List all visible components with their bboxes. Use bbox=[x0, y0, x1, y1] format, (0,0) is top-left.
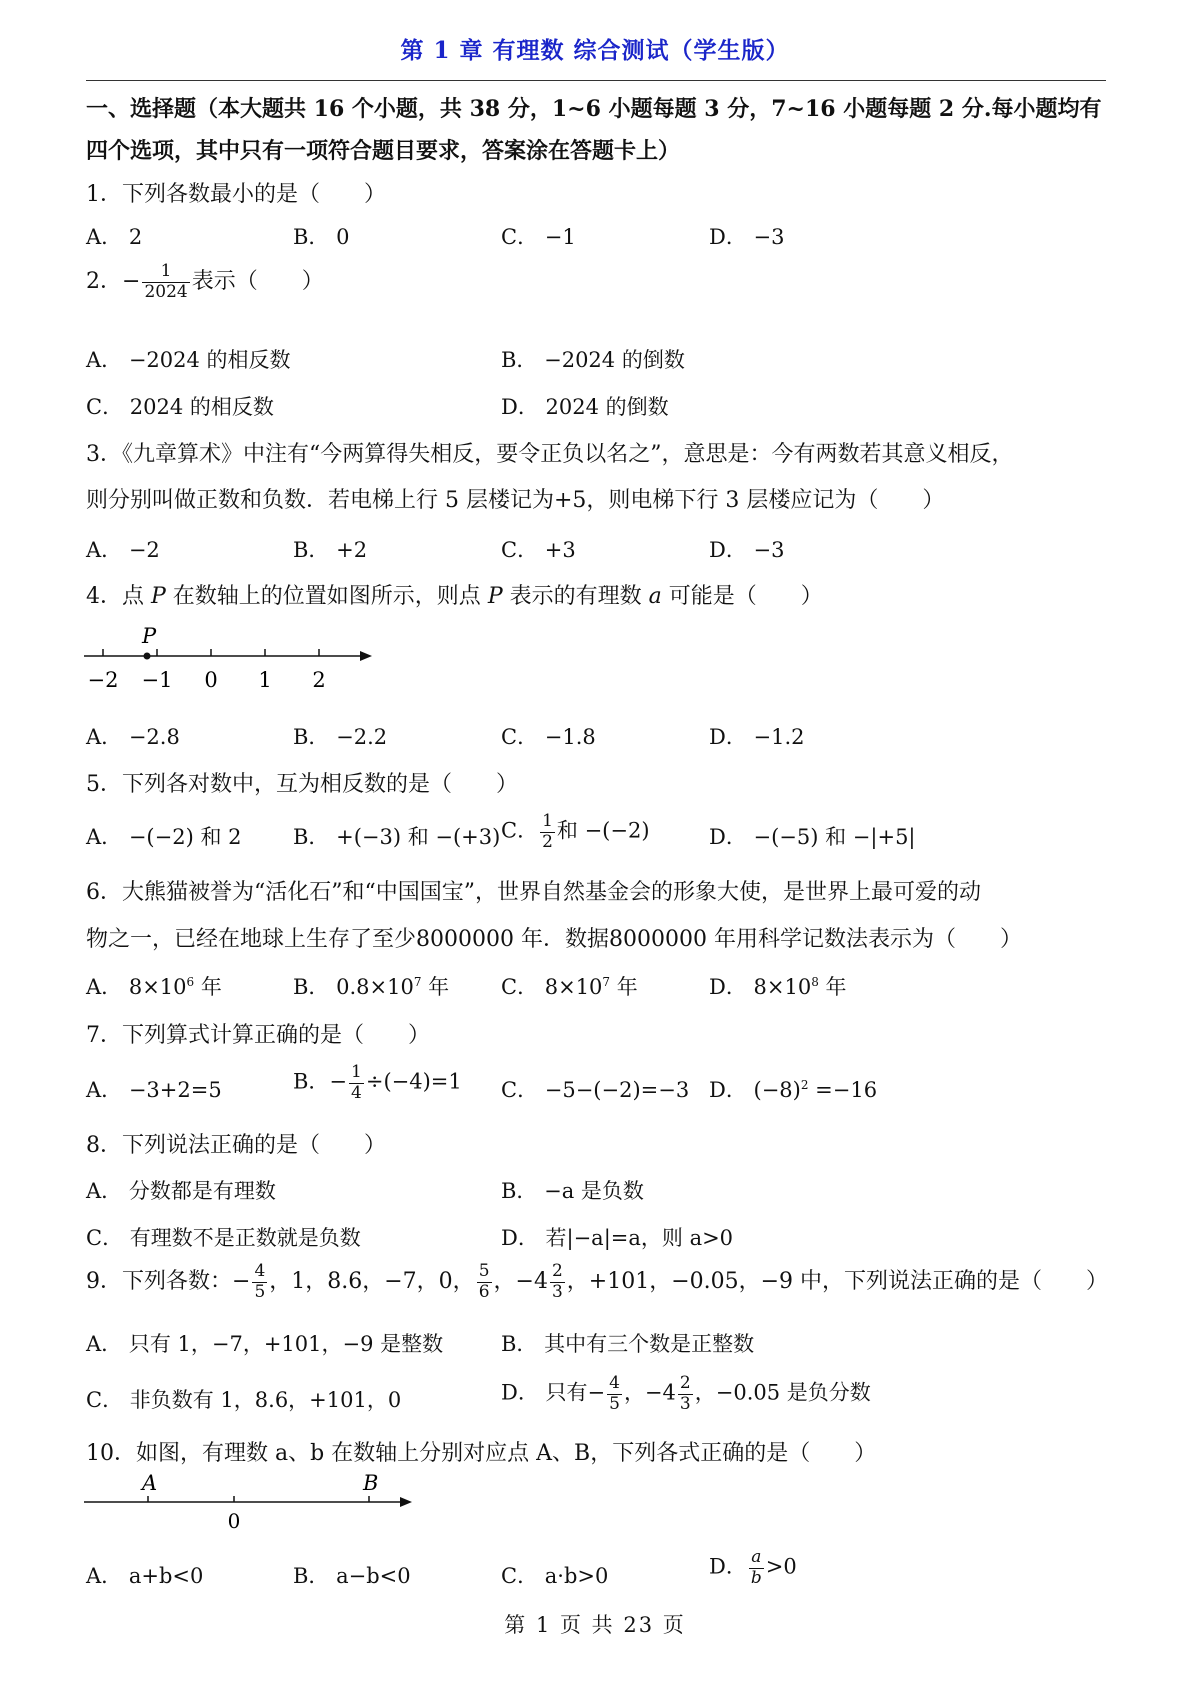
question-9-stem bbox=[86, 1262, 1108, 1302]
fraction-numerator: 4 bbox=[609, 1373, 620, 1393]
q4-point-var: P bbox=[151, 584, 166, 609]
q5-c-suffix: 和 −(−2) bbox=[556, 818, 650, 843]
sci-base: A． 8×10 bbox=[86, 975, 187, 999]
q5-option-b: B． +(−3) 和 −(+3) bbox=[293, 825, 501, 849]
question-10-stem: 10．如图，有理数 a、b 在数轴上分别对应点 A、B，下列各式正确的是（ ） bbox=[86, 1441, 877, 1466]
fraction-numerator: a bbox=[749, 1548, 764, 1569]
q4-stem-part: 4．点 bbox=[86, 584, 151, 609]
q8-option-b: B． −a 是负数 bbox=[501, 1179, 644, 1203]
point-b-label: B bbox=[363, 1471, 379, 1495]
section-heading-line2: 四个选项，其中只有一项符合题目要求，答案涂在答题卡上） bbox=[86, 138, 681, 164]
q6-option-c bbox=[501, 971, 638, 1001]
sci-base: C． 8×10 bbox=[501, 975, 603, 999]
q2-option-c: C． 2024 的相反数 bbox=[86, 395, 274, 419]
q10-option-c: C． a·b>0 bbox=[501, 1564, 609, 1588]
power-base: D． (−8) bbox=[709, 1078, 801, 1102]
fraction-numerator: 1 bbox=[351, 1062, 362, 1082]
q8-option-a: A． 分数都是有理数 bbox=[86, 1179, 276, 1203]
q6-option-a bbox=[86, 971, 222, 1001]
question-3-line2: 则分别叫做正数和负数．若电梯上行 5 层楼记为+5，则电梯下行 3 层楼应记为（ ） bbox=[86, 488, 945, 513]
q7-option-a: A． −3+2=5 bbox=[86, 1078, 222, 1102]
sci-exponent: 8 bbox=[811, 975, 819, 989]
power-exponent: 2 bbox=[800, 1078, 809, 1092]
title-divider bbox=[86, 80, 1106, 81]
q2-prefix: 2．− bbox=[86, 269, 141, 295]
q9-stem-part: ，+101，−0.05，−9 中，下列说法正确的是（ ） bbox=[566, 1269, 1109, 1295]
q9-option-c: C． 非负数有 1，8.6，+101，0 bbox=[86, 1388, 402, 1412]
q10-option-b: B． a−b<0 bbox=[293, 1564, 411, 1588]
q7-b-prefix: B．− bbox=[293, 1069, 348, 1094]
q10-d-prefix: D． bbox=[709, 1554, 747, 1579]
q10-d-fraction bbox=[749, 1548, 764, 1588]
fraction-numerator: 5 bbox=[478, 1261, 490, 1281]
unit: 年 bbox=[194, 975, 222, 999]
q4-point-var: P bbox=[487, 584, 503, 609]
q4-number-line bbox=[80, 620, 380, 695]
q9-option-a: A． 只有 1，−7，+101，−9 是整数 bbox=[86, 1332, 444, 1356]
question-3-line1: 3．《九章算术》中注有“今两算得失相反，要令正负以名之”，意思是：今有两数若其意义相反， bbox=[86, 442, 1014, 467]
q9-stem-part: ，1，8.6，−7，0， bbox=[269, 1269, 475, 1295]
q9-d-part: ，−4 bbox=[623, 1380, 676, 1405]
unit: 年 bbox=[421, 975, 450, 999]
q5-c-prefix: C． bbox=[501, 818, 539, 843]
q9-option-b: B． 其中有三个数是正整数 bbox=[501, 1332, 755, 1356]
q4-option-a: A． −2.8 bbox=[86, 725, 180, 749]
q9-d-part: D． 只有− bbox=[501, 1380, 606, 1405]
q2-option-a: A． −2024 的相反数 bbox=[86, 348, 291, 372]
fraction-numerator: 2 bbox=[679, 1373, 691, 1393]
q4-stem-part: 在数轴上的位置如图所示，则点 bbox=[165, 584, 488, 609]
page-title: 第 1 章 有理数 综合测试（学生版） bbox=[400, 37, 790, 64]
q9-fraction bbox=[252, 1262, 267, 1302]
q2-numerator: 1 bbox=[142, 262, 189, 283]
fraction-denominator: 6 bbox=[478, 1281, 490, 1302]
q2-fraction bbox=[142, 262, 189, 302]
sci-exponent: 7 bbox=[602, 975, 611, 989]
question-8-stem: 8．下列说法正确的是（ ） bbox=[86, 1133, 386, 1158]
q10-d-suffix: >0 bbox=[765, 1554, 797, 1579]
q5-option-c bbox=[501, 812, 650, 852]
q9-fraction bbox=[550, 1262, 565, 1302]
unit: 年 bbox=[818, 975, 847, 999]
fraction-denominator: 5 bbox=[609, 1393, 620, 1414]
question-7-stem: 7．下列算式计算正确的是（ ） bbox=[86, 1023, 430, 1048]
unit: 年 bbox=[610, 975, 638, 999]
q7-option-b bbox=[293, 1063, 462, 1103]
q10-option-a: A． a+b<0 bbox=[86, 1564, 204, 1588]
question-4-stem bbox=[86, 579, 823, 610]
q7-b-suffix: ÷(−4)=1 bbox=[365, 1069, 462, 1094]
q9-stem-part: 9．下列各数：− bbox=[86, 1269, 251, 1295]
question-5-stem: 5．下列各对数中，互为相反数的是（ ） bbox=[86, 772, 518, 797]
q3-option-d: D． −3 bbox=[709, 538, 785, 562]
q1-option-a: A． 2 bbox=[86, 225, 143, 249]
sci-exponent: 6 bbox=[186, 975, 195, 989]
sci-base: B． 0.8×10 bbox=[293, 975, 414, 999]
power-result: =−16 bbox=[808, 1078, 878, 1102]
q4-stem-part: 表示的有理数 bbox=[502, 584, 649, 609]
fraction-denominator: 5 bbox=[254, 1281, 266, 1302]
tick-label: −2 bbox=[87, 668, 119, 692]
q8-option-c: C． 有理数不是正数就是负数 bbox=[86, 1226, 361, 1250]
number-line-arrow-icon bbox=[400, 1497, 412, 1507]
q7-option-d bbox=[709, 1074, 877, 1104]
point-p-label: P bbox=[142, 624, 157, 648]
q2-option-d: D． 2024 的倒数 bbox=[501, 395, 669, 419]
q2-suffix: 表示（ ） bbox=[191, 269, 324, 295]
q3-option-c: C． +3 bbox=[501, 538, 576, 562]
q9-stem-part: ，−4 bbox=[493, 1269, 548, 1295]
q4-option-d: D． −1.2 bbox=[709, 725, 805, 749]
fraction-numerator: 2 bbox=[551, 1261, 563, 1281]
section-heading-line1: 一、选择题（本大题共 16 个小题，共 38 分，1~6 小题每题 3 分，7~16 小题每题 2 分.每小题均有 bbox=[86, 96, 1102, 122]
q10-option-d bbox=[709, 1548, 797, 1588]
q4-option-c: C． −1.8 bbox=[501, 725, 596, 749]
q9-option-d bbox=[501, 1374, 871, 1414]
fraction-numerator: 4 bbox=[254, 1261, 266, 1281]
zero-label: 0 bbox=[227, 1509, 241, 1533]
fraction-denominator: b bbox=[750, 1567, 762, 1588]
q9-fraction bbox=[477, 1262, 492, 1302]
fraction-numerator: 1 bbox=[542, 811, 553, 831]
q1-option-b: B． 0 bbox=[293, 225, 350, 249]
q3-option-a: A． −2 bbox=[86, 538, 160, 562]
sci-exponent: 7 bbox=[413, 975, 422, 989]
question-1-stem: 1．下列各数最小的是（ ） bbox=[86, 182, 386, 207]
tick-label: 1 bbox=[258, 668, 272, 692]
question-6-line2: 物之一，已经在地球上生存了至少8000000 年．数据8000000 年用科学记数法表示为（ ） bbox=[86, 927, 1022, 952]
q1-option-d: D． −3 bbox=[709, 225, 785, 249]
q5-option-a: A． −(−2) 和 2 bbox=[86, 825, 242, 849]
page-footer: 第 1 页 共 23 页 bbox=[504, 1613, 686, 1637]
q7-b-fraction bbox=[349, 1063, 364, 1103]
q2-option-b: B． −2024 的倒数 bbox=[501, 348, 685, 372]
tick-label: 0 bbox=[204, 668, 218, 692]
q2-denominator: 2024 bbox=[144, 281, 188, 302]
q10-number-line bbox=[80, 1470, 420, 1540]
point-a-label: A bbox=[142, 1471, 158, 1495]
q8-option-d: D． 若|−a|=a，则 a>0 bbox=[501, 1226, 734, 1250]
q5-c-fraction bbox=[540, 812, 555, 852]
number-line-arrow-icon bbox=[360, 651, 372, 661]
q6-option-d bbox=[709, 971, 847, 1001]
fraction-denominator: 4 bbox=[351, 1082, 362, 1103]
question-2-stem bbox=[86, 262, 324, 302]
q4-variable: a bbox=[648, 584, 662, 609]
fraction-denominator: 2 bbox=[542, 831, 553, 852]
q5-option-d: D． −(−5) 和 −|+5| bbox=[709, 825, 916, 849]
q4-stem-part: 可能是（ ） bbox=[661, 584, 823, 609]
q9-d-fraction bbox=[607, 1374, 622, 1414]
sci-base: D． 8×10 bbox=[709, 975, 812, 999]
question-6-line1: 6．大熊猫被誉为“活化石”和“中国国宝”，世界自然基金会的形象大使，是世界上最可爱的动 bbox=[86, 880, 981, 905]
point-p-dot bbox=[144, 653, 151, 660]
q7-option-c: C． −5−(−2)=−3 bbox=[501, 1078, 690, 1102]
q3-option-b: B． +2 bbox=[293, 538, 368, 562]
tick-label: 2 bbox=[312, 668, 326, 692]
fraction-denominator: 3 bbox=[679, 1393, 691, 1414]
q1-option-c: C． −1 bbox=[501, 225, 576, 249]
q6-option-b bbox=[293, 971, 449, 1001]
tick-label: −1 bbox=[141, 668, 173, 692]
q9-d-part: ，−0.05 是负分数 bbox=[694, 1380, 871, 1405]
fraction-denominator: 3 bbox=[551, 1281, 563, 1302]
q4-option-b: B． −2.2 bbox=[293, 725, 388, 749]
q9-d-fraction bbox=[678, 1374, 693, 1414]
